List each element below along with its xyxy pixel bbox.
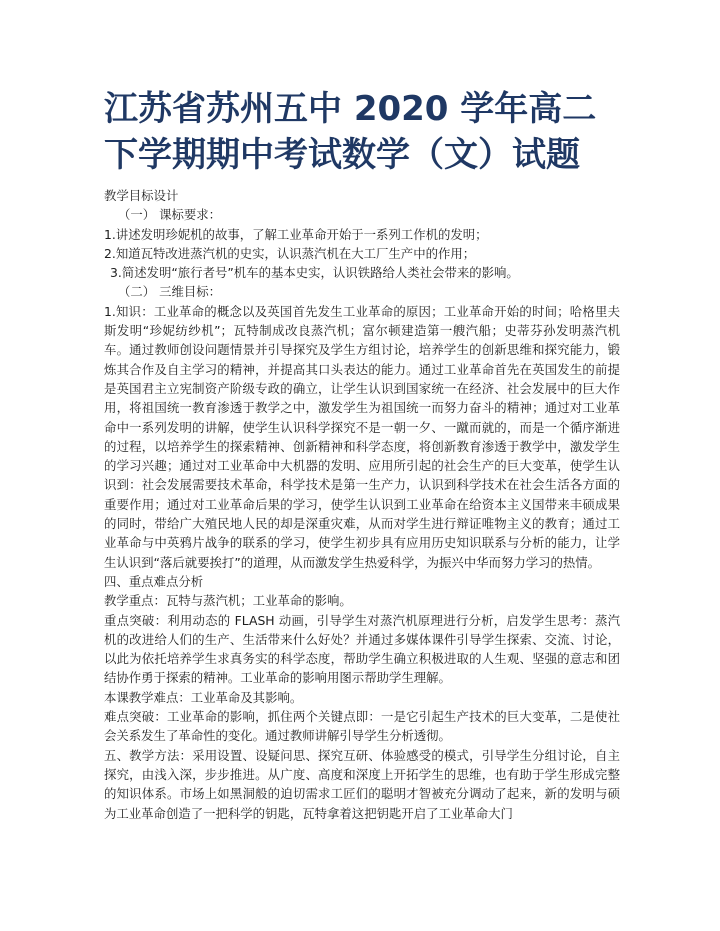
paragraph: 1.知识：工业革命的概念以及英国首先发生工业革命的原因；工业革命开始的时间；哈格里夫斯发明“珍妮纺纱机”；瓦特制成改良蒸汽机；富尔顿建造第一艘汽船；史蒂芬孙发明蒸汽机车。通过教师创设问题情景并引导探究及学生方组讨论，培养学生的创新思维和探究能力，锻炼其合作及自主学习的精神，并提高其口头表达的能力。通过工业革命首先在英国发生的前提是英国君主立宪制资产阶级专政的确立，让学生认识到国家统一在经济、社会发展中的巨大作用，将祖国统一教育渗透于教学之中，激发学生为祖国统一而努力奋斗的精神；通过对工业革命中一系列发明的讲解，使学生认识科学探究不是一朝一夕、一蹴而就的，而是一个循序渐进的过程，以培养学生的探索精神、创新精神和科学态度，将创新教育渗透于教学中，激发学生的学习兴趣；通过对工业革命中大机器的发明、应用所引起的社会生产的巨大变革，使学生认识到：社会发展需要技术革命，科学技术是第一生产力，认识到科学技术在社会生活各方面的重要作用；通过对工业革命后果的学习，使学生认识到工业革命在给资本主义国带来丰硕成果的同时，带给广大殖民地人民的却是深重灾难，从而对学生进行辩证唯物主义的教育；通过工业革命与中英鸦片战争的联系的学习，使学生初步具有应用历史知识联系与分析的能力，让学生认识到“落后就要挨打”的道理，从而激发学生热爱科学，为振兴中华而努力学习的热情。 [104, 303, 620, 570]
paragraph: 3.简述发明“旅行者号”机车的基本史实，认识铁路给人类社会带来的影响。 [110, 265, 519, 281]
paragraph: 重点突破：利用动态的 FLASH 动画，引导学生对蒸汽机原理进行分析，启发学生思考：蒸汽机的改进给人们的生产、生活带来什么好处？并通过多媒体课件引导学生探索、交流、讨论，以此为依托培养学生求真务实的科学态度，帮助学生确立积极进取的人生观、坚强的意志和团结协作勇于探索的精神。工业革命的影响用图示帮助学生理解。 [104, 612, 620, 686]
section-heading: 四、重点难点分析 [104, 573, 204, 589]
paragraph: 教学重点：瓦特与蒸汽机；工业革命的影响。 [104, 593, 352, 609]
paragraph: 五、教学方法：采用设置、设疑问思、探究互研、体验感受的模式，引导学生分组讨论，自主探究，由浅入深，步步推进。从广度、高度和深度上开拓学生的思维，也有助于学生形成完整的知识体系。市场上如黑洞般的迫切需求工匠们的聪明才智被充分调动了起来，新的发明与硕为工业革命创造了一把科学的钥匙，瓦特拿着这把钥匙开启了工业革命大门 [104, 747, 620, 821]
subsection-heading: （二） 三维目标： [118, 284, 222, 300]
paragraph: 本课教学难点：工业革命及其影响。 [104, 689, 303, 705]
paragraph: 难点突破：工业革命的影响，抓住两个关键点即：一是它引起生产技术的巨大变革，二是使社会关系发生了革命性的变化。通过教师讲解引导学生分析透彻。 [104, 709, 620, 744]
document-body [104, 186, 620, 823]
subsection-heading: （一） 课标要求： [118, 207, 222, 223]
paragraph: 2.知道瓦特改进蒸汽机的史实，认识蒸汽机在大工厂生产中的作用； [104, 245, 476, 261]
section-heading: 教学目标设计 [104, 188, 179, 203]
paragraph: 1.讲述发明珍妮机的故事，了解工业革命开始于一系列工作机的发明； [104, 226, 488, 242]
document-title: 江苏省苏州五中 2020 学年高二下学期期中考试数学（文）试题 [104, 89, 597, 175]
